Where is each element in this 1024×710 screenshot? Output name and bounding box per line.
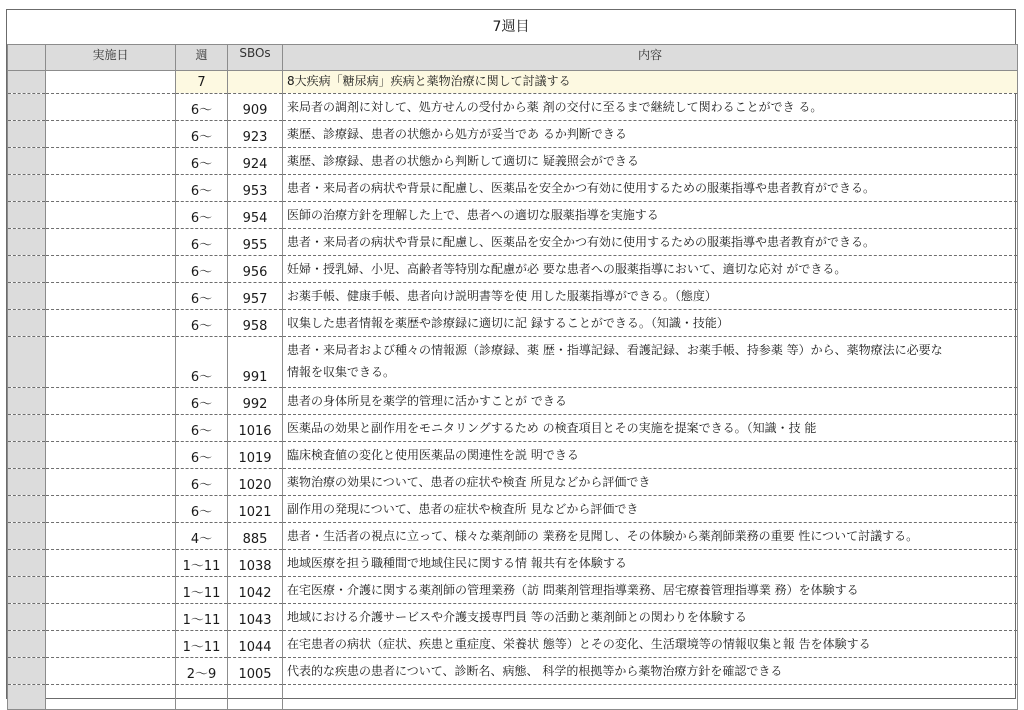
sbo-cell: 992: [228, 388, 283, 415]
row-marker-cell: [8, 256, 46, 283]
date-cell[interactable]: [46, 94, 176, 121]
sbo-cell: 1038: [228, 550, 283, 577]
table-row-blank: [8, 685, 1018, 710]
content-cell: [283, 94, 1018, 121]
row-marker-cell: [8, 148, 46, 175]
content-line: 医師の治療方針を理解した上で、患者への適切な服薬指導を実施する: [287, 208, 659, 222]
week-cell: 1〜11: [176, 577, 228, 604]
content-cell: [283, 202, 1018, 229]
content-line: 患者・来局者の病状や背景に配慮し、医薬品を安全かつ有効に使用するための服薬指導や患者教育ができる。: [287, 181, 876, 195]
date-cell[interactable]: [46, 415, 176, 442]
content-line: 在宅医療・介護に関する薬剤師の管理業務（訪 問薬剤管理指導業務、居宅療養管理指導業 務）を体験する: [287, 583, 859, 597]
row-marker-cell: [8, 469, 46, 496]
sbo-cell: 953: [228, 175, 283, 202]
sbo-cell: 1042: [228, 577, 283, 604]
row-marker-cell: [8, 202, 46, 229]
sbo-cell: 909: [228, 94, 283, 121]
header-week: 週: [176, 45, 228, 71]
content-line: 代表的な疾患の患者について、診断名、病態、 科学的根拠等から薬物治療方針を確認できる: [287, 664, 783, 678]
content-line: 副作用の発現について、患者の症状や検査所 見などから評価でき: [287, 502, 639, 516]
date-cell[interactable]: [46, 604, 176, 631]
row-marker-cell: [8, 121, 46, 148]
content-line: 医薬品の効果と副作用をモニタリングするため の検査項目とその実施を提案できる。（知識・技 能: [287, 421, 817, 435]
empty-cell: [176, 685, 228, 710]
date-cell[interactable]: [46, 523, 176, 550]
week-cell: 6〜: [176, 415, 228, 442]
date-cell[interactable]: [46, 71, 176, 94]
row-marker-cell: [8, 415, 46, 442]
header-content: 内容: [283, 45, 1018, 71]
sbo-cell: 955: [228, 229, 283, 256]
table-row: [8, 283, 1018, 310]
date-cell[interactable]: [46, 310, 176, 337]
week-cell: 2〜9: [176, 658, 228, 685]
week-cell: 6〜: [176, 202, 228, 229]
row-marker-cell: [8, 388, 46, 415]
date-cell[interactable]: [46, 442, 176, 469]
date-cell[interactable]: [46, 337, 176, 388]
table-row: [8, 496, 1018, 523]
content-cell: [283, 550, 1018, 577]
week-cell: 6〜: [176, 121, 228, 148]
content-line: 患者・来局者の病状や背景に配慮し、医薬品を安全かつ有効に使用するための服薬指導や患者教育ができる。: [287, 235, 876, 249]
content-cell: [283, 523, 1018, 550]
sbo-cell: 1021: [228, 496, 283, 523]
table-row: [8, 577, 1018, 604]
content-cell: [283, 469, 1018, 496]
week-cell: 6〜: [176, 229, 228, 256]
week-cell: 6〜: [176, 94, 228, 121]
content-cell: [283, 310, 1018, 337]
week-cell: 6〜: [176, 496, 228, 523]
row-marker-cell: [8, 550, 46, 577]
week-cell: 6〜: [176, 337, 228, 388]
week-cell: 6〜: [176, 175, 228, 202]
row-marker-cell: [8, 229, 46, 256]
sbo-cell: 991: [228, 337, 283, 388]
header-blank: [8, 45, 46, 71]
content-cell: 8大疾病「糖尿病」疾病と薬物治療に関して討議する: [283, 71, 1018, 94]
sbo-cell: 958: [228, 310, 283, 337]
row-marker-cell: [8, 442, 46, 469]
row-marker-cell: [8, 496, 46, 523]
row-marker-cell: [8, 685, 46, 710]
row-marker-cell: [8, 175, 46, 202]
content-line: 来局者の調剤に対して、処方せんの受付から薬 剤の交付に至るまで継続して関わることができ る。: [287, 100, 823, 114]
sbo-cell: 957: [228, 283, 283, 310]
sbo-cell: 1019: [228, 442, 283, 469]
date-cell[interactable]: [46, 496, 176, 523]
week-cell: 1〜11: [176, 631, 228, 658]
content-cell: [283, 604, 1018, 631]
table-row: [8, 121, 1018, 148]
date-cell[interactable]: [46, 175, 176, 202]
header-date: 実施日: [46, 45, 176, 71]
sbo-cell: [228, 71, 283, 94]
content-line: お薬手帳、健康手帳、患者向け説明書等を使 用した服薬指導ができる。（態度）: [287, 289, 717, 303]
table-row: [8, 442, 1018, 469]
content-cell: [283, 256, 1018, 283]
row-marker-cell: [8, 337, 46, 388]
schedule-sheet: [6, 9, 1016, 699]
row-marker-cell: [8, 604, 46, 631]
row-marker-cell: [8, 577, 46, 604]
content-cell: [283, 442, 1018, 469]
table-row: [8, 229, 1018, 256]
row-marker-cell: [8, 631, 46, 658]
row-marker-cell: [8, 283, 46, 310]
row-marker-cell: [8, 658, 46, 685]
content-line: 薬物治療の効果について、患者の症状や検査 所見などから評価でき: [287, 475, 651, 489]
content-line: 患者・生活者の視点に立って、様々な薬剤師の 業務を見聞し、その体験から薬剤師業務の重要 性について討議する。: [287, 529, 919, 543]
week-cell: 6〜: [176, 442, 228, 469]
sbo-cell: 1043: [228, 604, 283, 631]
week-cell: 7: [176, 71, 228, 94]
sbo-cell: 924: [228, 148, 283, 175]
content-cell: [283, 577, 1018, 604]
week-cell: 1〜11: [176, 604, 228, 631]
table-row: [8, 631, 1018, 658]
sbo-cell: 923: [228, 121, 283, 148]
content-line: 臨床検査値の変化と使用医薬品の関連性を説 明できる: [287, 448, 579, 462]
date-cell[interactable]: [46, 283, 176, 310]
schedule-table: [7, 44, 1018, 710]
week-cell: 6〜: [176, 148, 228, 175]
date-cell[interactable]: [46, 631, 176, 658]
content-cell: [283, 631, 1018, 658]
content-cell: [283, 283, 1018, 310]
sbo-cell: 1005: [228, 658, 283, 685]
content-cell: [283, 175, 1018, 202]
sbo-cell: 1020: [228, 469, 283, 496]
table-row: [8, 337, 1018, 388]
date-cell[interactable]: [46, 388, 176, 415]
row-marker-cell: [8, 71, 46, 94]
content-cell: [283, 229, 1018, 256]
header-sbos: SBOs: [228, 45, 283, 71]
week-cell: 6〜: [176, 256, 228, 283]
content-line: 情報を収集できる。: [287, 365, 396, 379]
date-cell[interactable]: [46, 121, 176, 148]
sbo-cell: 885: [228, 523, 283, 550]
page-title: 7週目: [492, 19, 530, 35]
table-row-first: [8, 71, 1018, 94]
sbo-cell: 956: [228, 256, 283, 283]
date-cell[interactable]: [46, 577, 176, 604]
week-cell: 6〜: [176, 469, 228, 496]
week-cell: 6〜: [176, 283, 228, 310]
content-line: 患者・来局者および種々の情報源（診療録、薬 歴・指導記録、看護記録、お薬手帳、持参薬 等）から、薬物療法に必要な: [287, 343, 943, 357]
content-line: 在宅患者の病状（症状、疾患と重症度、栄養状 態等）とその変化、生活環境等の情報収集と報 告を体験する: [287, 637, 871, 651]
week-cell: 4〜: [176, 523, 228, 550]
table-row: [8, 415, 1018, 442]
row-marker-cell: [8, 310, 46, 337]
table-row: [8, 175, 1018, 202]
empty-cell: [228, 685, 283, 710]
date-cell[interactable]: [46, 658, 176, 685]
content-cell: [283, 121, 1018, 148]
table-row: [8, 550, 1018, 577]
content-line: 患者の身体所見を薬学的管理に活かすことが できる: [287, 394, 567, 408]
date-cell[interactable]: [46, 202, 176, 229]
content-line: 地域医療を担う職種間で地域住民に関する情 報共有を体験する: [287, 556, 627, 570]
content-cell: [283, 337, 1018, 388]
table-row: [8, 148, 1018, 175]
table-row: [8, 310, 1018, 337]
empty-cell[interactable]: [46, 685, 176, 710]
week-cell: 6〜: [176, 388, 228, 415]
content-line: 地域における介護サービスや介護支援専門員 等の活動と薬剤師との関わりを体験する: [287, 610, 747, 624]
content-cell: [283, 415, 1018, 442]
header-row: [8, 45, 1018, 71]
sbo-cell: 954: [228, 202, 283, 229]
sbo-cell: 1016: [228, 415, 283, 442]
table-row: [8, 658, 1018, 685]
empty-cell: [283, 685, 1018, 710]
week-cell: 6〜: [176, 310, 228, 337]
sbo-cell: 1044: [228, 631, 283, 658]
table-row: [8, 256, 1018, 283]
row-marker-cell: [8, 523, 46, 550]
content-line: 薬歴、診療録、患者の状態から判断して適切に 疑義照会ができる: [287, 154, 639, 168]
content-cell: [283, 388, 1018, 415]
date-cell[interactable]: [46, 469, 176, 496]
content-cell: [283, 148, 1018, 175]
content-cell: [283, 658, 1018, 685]
date-cell[interactable]: [46, 229, 176, 256]
content-line: 収集した患者情報を薬歴や診療録に適切に記 録することができる。（知識・技能）: [287, 316, 729, 330]
week-cell: 1〜11: [176, 550, 228, 577]
table-row: [8, 94, 1018, 121]
content-line: 妊婦・授乳婦、小児、高齢者等特別な配慮が必 要な患者への服薬指導において、適切な応対 ができる。: [287, 262, 847, 276]
table-row: [8, 523, 1018, 550]
date-cell[interactable]: [46, 550, 176, 577]
table-row: [8, 604, 1018, 631]
content-line: 薬歴、診療録、患者の状態から処方が妥当であ るか判断できる: [287, 127, 627, 141]
table-row: [8, 469, 1018, 496]
row-marker-cell: [8, 94, 46, 121]
date-cell[interactable]: [46, 148, 176, 175]
table-row: [8, 202, 1018, 229]
table-row: [8, 388, 1018, 415]
content-cell: [283, 496, 1018, 523]
date-cell[interactable]: [46, 256, 176, 283]
